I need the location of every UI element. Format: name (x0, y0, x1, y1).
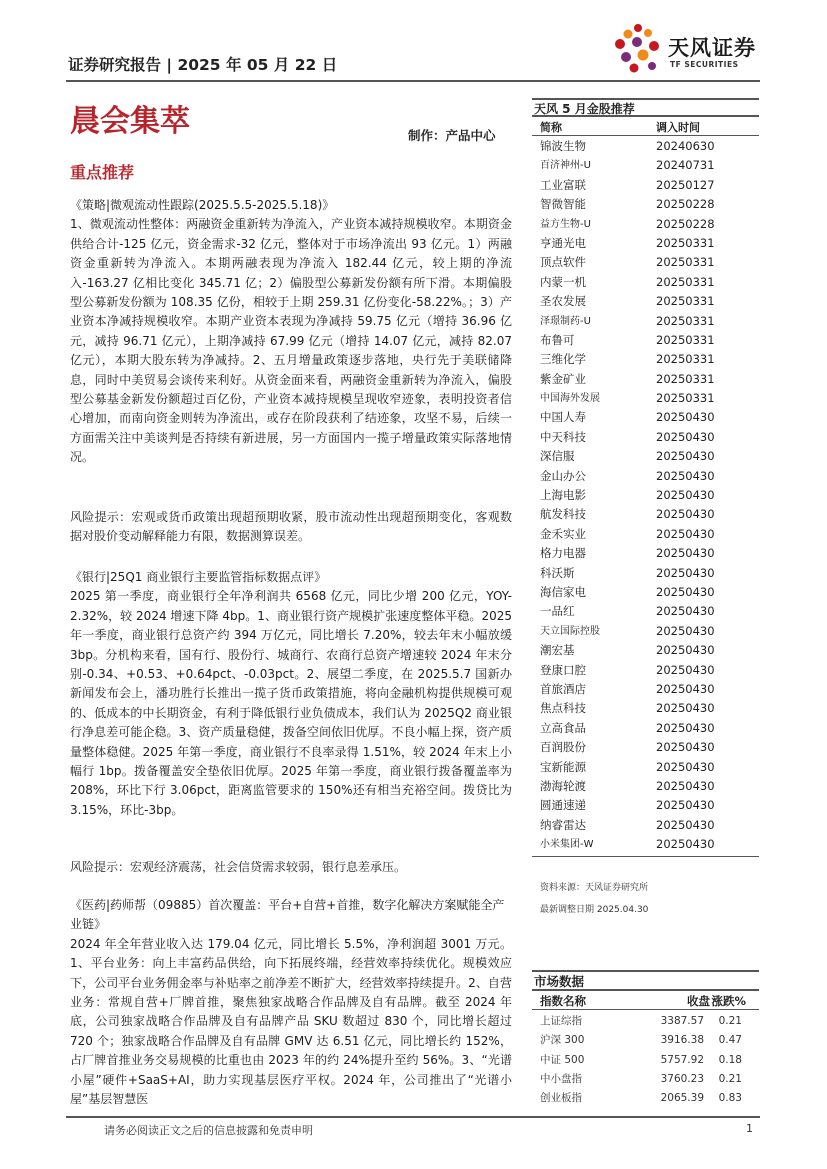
market-row (532, 1089, 759, 1108)
index-close: 2065.39 (660, 1092, 704, 1105)
stock-row (532, 428, 759, 447)
logo-name: 天风证券 (668, 36, 756, 60)
stock-row (532, 486, 759, 505)
stock-date: 20250430 (656, 740, 715, 755)
stock-name: 登康口腔 (540, 662, 586, 677)
stock-date: 20250430 (656, 429, 715, 444)
stock-date: 20250228 (656, 197, 715, 212)
stock-picks-title: 天风 5 月金股推荐 (532, 98, 759, 117)
stock-name: 一品红 (540, 604, 575, 619)
stock-row (532, 505, 759, 524)
page-number: 1 (746, 1122, 753, 1135)
stock-row (532, 195, 759, 214)
stock-row (532, 156, 759, 175)
stock-date: 20250430 (656, 798, 715, 813)
stock-row (532, 331, 759, 350)
index-change: 0.21 (718, 1015, 742, 1027)
stock-date: 20250430 (656, 778, 715, 793)
report-date-line: 证券研究报告 | 2025 年 05 月 22 日 (68, 56, 338, 74)
stock-row (532, 796, 759, 815)
index-change: 0.83 (718, 1092, 742, 1105)
col-date-header: 调入时间 (656, 121, 700, 134)
stock-name: 工业富联 (540, 177, 586, 192)
stock-picks-header (532, 119, 759, 136)
disclaimer-text: 请务必阅读正文之后的信息披露和免责申明 (104, 1124, 313, 1137)
producer-label: 制作：产品中心 (408, 128, 496, 143)
stock-date: 20250430 (656, 837, 715, 852)
stock-row (532, 641, 759, 660)
index-close: 3760.23 (660, 1072, 704, 1085)
market-data-header (532, 992, 759, 1010)
stock-date: 20250430 (656, 507, 715, 522)
stock-date: 20250430 (656, 410, 715, 425)
stock-row (532, 835, 759, 854)
stock-date: 20250430 (656, 468, 715, 483)
stock-name: 百润股份 (540, 740, 586, 755)
stock-row (532, 215, 759, 234)
stock-date: 20250430 (656, 526, 715, 541)
stock-name: 潮宏基 (540, 643, 575, 658)
stock-date: 20250331 (656, 313, 715, 328)
stock-name: 渤海轮渡 (540, 778, 586, 793)
stock-name: 顶点软件 (540, 255, 586, 270)
article-strategy (70, 196, 512, 468)
stock-table-end-rule (532, 856, 759, 857)
header-divider (66, 80, 760, 82)
stock-name: 百济神州-U (540, 160, 591, 172)
article-body: 2024 年全年营业收入达 179.04 亿元，同比增长 5.5%，净利润超 3001 万元。1、平台业务：向上丰富药品供给，向下拓展终端，经营效率持续优化。规模效应下，公司平台业务佣金率与补贴率之前净差不断扩大，经营效率持续提升。2、自营业务：常规自营+厂牌首推，聚焦独家战略合作品牌及自有品牌。截至 2024 年底，公司独家战略合作品牌及自有品牌产品 SKU 数超过 830 个，同比增长超过 720 个；独家战略合作品牌及自有品牌 GMV 达 6.51 亿元，同比增长约 152%，占厂牌首推业务交易规模的比重也由 2023 年的约 24%提升至约 56%。3、“光谱小屋”硬件+SaaS+AI，助力实现基层医疗平权。2024 年，公司推出了“光谱小屋”基层智慧医 (70, 936, 512, 1107)
market-data-table (532, 1012, 759, 1108)
stock-date: 20250430 (656, 720, 715, 735)
stock-row (532, 350, 759, 369)
stock-date: 20250430 (656, 643, 715, 658)
page-title: 晨会集萃 (70, 104, 190, 139)
stock-picks-table (532, 137, 759, 854)
market-row (532, 1031, 759, 1050)
index-close: 3387.57 (660, 1015, 704, 1027)
data-source: 资料来源：天风证券研究所 (540, 883, 649, 893)
stock-name: 纳睿雷达 (540, 817, 586, 832)
stock-row (532, 447, 759, 466)
logo-subtitle: TF SECURITIES (670, 60, 739, 69)
stock-name: 三维化学 (540, 352, 586, 367)
risk-text: 风险提示：宏观经济震荡，社会信贷需求较弱，银行息差承压。 (70, 860, 407, 874)
stock-date: 20250127 (656, 177, 715, 192)
stock-name: 金山办公 (540, 468, 586, 483)
stock-name: 立高食品 (540, 720, 586, 735)
stock-row (532, 544, 759, 563)
col-close-header: 收盘 (687, 994, 710, 1008)
stock-date: 20250430 (656, 584, 715, 599)
stock-name: 海信家电 (540, 584, 586, 599)
stock-name: 亨通光电 (540, 235, 586, 250)
stock-name: 中国海外发展 (540, 393, 600, 405)
stock-row (532, 389, 759, 408)
stock-name: 科沃斯 (540, 565, 575, 580)
index-close: 5757.92 (660, 1053, 704, 1066)
stock-date: 20250331 (656, 255, 715, 270)
index-change: 0.18 (718, 1053, 742, 1066)
index-name: 沪深 300 (540, 1034, 585, 1047)
logo-mark-icon (610, 22, 666, 77)
stock-name: 深信服 (540, 449, 575, 464)
stock-row (532, 680, 759, 699)
col-index-header: 指数名称 (540, 994, 586, 1008)
stock-name: 小米集团-W (540, 839, 594, 851)
market-row (532, 1051, 759, 1070)
stock-name: 首旅酒店 (540, 681, 586, 696)
stock-row (532, 719, 759, 738)
stock-date: 20250430 (656, 488, 715, 503)
stock-row (532, 661, 759, 680)
col-name-header: 简称 (540, 121, 562, 134)
article-title: 《银行|25Q1 商业银行主要监管指标数据点评》 (70, 570, 327, 584)
stock-row (532, 583, 759, 602)
stock-date: 20250430 (656, 662, 715, 677)
article-body: 1、微观流动性整体：两融资金重新转为净流入，产业资本减持规模收窄。本期资金供给合计-125 亿元，资金需求-32 亿元，整体对于市场净流出 93 亿元。1）两融资金重新转为净流入。本期两融表现为净流入 182.44 亿元，较上期的净流入-163.27 亿相比变化 345.71 亿；2）偏股型公募新发份额有所下滑。本期偏股型公募新发份额为 108.35 亿份，相较于上期 259.31 亿份变化-58.22%。；3）产业资本净减持规模收窄。本期产业资本表现为净减持 59.75 亿元（增持 36.96 亿元，减持 96.71 亿元），上期净减持 67.99 亿元（增持 14.07 亿元，减持 82.07 亿元），本期大股东转为净减持。2、五月增量政策逐步落地，央行先于美联储降息，同时中美贸易会谈传来利好。从资金面来看，两融资金重新转为净流入，偏股型公募基金新发份额超过百亿份，产业资本减持规模呈现收窄迹象，表明投资者信心增加，而南向资金则转为净流出，或存在阶段获利了结迹象，攻坚不易，后续一方面需关注中美谈判是否持续有新进展，另一方面国内一揽子增量政策实际落地情况。 (70, 217, 512, 465)
market-row (532, 1070, 759, 1089)
stock-date: 20240630 (656, 139, 715, 153)
risk-note-strategy (70, 508, 512, 547)
article-pharma (70, 896, 512, 1108)
stock-date: 20250331 (656, 274, 715, 289)
stock-date: 20250331 (656, 332, 715, 347)
index-close: 3916.38 (660, 1034, 704, 1047)
stock-row (532, 253, 759, 272)
stock-name: 圆通速递 (540, 798, 586, 813)
stock-row (532, 176, 759, 195)
stock-row (532, 622, 759, 641)
stock-row (532, 564, 759, 583)
stock-date: 20250430 (656, 759, 715, 774)
stock-name: 圣农发展 (540, 294, 586, 309)
stock-date: 20250331 (656, 352, 715, 367)
stock-row (532, 699, 759, 718)
stock-date: 20250430 (656, 623, 715, 638)
stock-date: 20250430 (656, 449, 715, 464)
footer-divider (66, 1116, 760, 1118)
stock-date: 20250430 (656, 701, 715, 716)
article-bank (70, 568, 512, 820)
stock-row (532, 525, 759, 544)
stock-row (532, 816, 759, 835)
stock-row (532, 292, 759, 311)
stock-name: 泽璟制药-U (540, 315, 591, 327)
update-date: 最新调整日期 2025.04.30 (540, 905, 649, 915)
stock-date: 20250430 (656, 817, 715, 832)
market-row (532, 1012, 759, 1031)
stock-name: 中国人寿 (540, 410, 586, 425)
market-data-title: 市场数据 (532, 970, 759, 991)
stock-date: 20250331 (656, 391, 715, 406)
stock-row (532, 273, 759, 292)
stock-date: 20250430 (656, 681, 715, 696)
stock-row (532, 738, 759, 757)
stock-row (532, 408, 759, 427)
index-name: 上证综指 (540, 1015, 582, 1027)
stock-name: 焦点科技 (540, 701, 586, 716)
stock-date: 20250228 (656, 216, 715, 231)
stock-name: 中天科技 (540, 429, 586, 444)
risk-note-bank (70, 858, 512, 877)
stock-name: 宝新能源 (540, 759, 586, 774)
stock-date: 20250331 (656, 371, 715, 386)
stock-name: 内蒙一机 (540, 274, 586, 289)
stock-name: 布鲁可 (540, 332, 575, 347)
stock-row (532, 137, 759, 156)
stock-date: 20250331 (656, 294, 715, 309)
stock-name: 金禾实业 (540, 526, 586, 541)
index-name: 中小盘指 (540, 1072, 582, 1085)
stock-date: 20240731 (656, 158, 715, 173)
stock-row (532, 467, 759, 486)
stock-name: 天立国际控股 (540, 625, 600, 637)
col-change-header: 涨跌% (711, 994, 746, 1008)
stock-date: 20250430 (656, 546, 715, 561)
index-name: 创业板指 (540, 1092, 582, 1105)
stock-date: 20250331 (656, 235, 715, 250)
risk-text: 风险提示：宏观或货币政策出现超预期收紧，股市流动性出现超预期变化，客观数据对股价变动解释能力有限，数据测算误差。 (70, 510, 512, 544)
section-title: 重点推荐 (70, 163, 135, 182)
stock-row (532, 234, 759, 253)
stock-date: 20250430 (656, 565, 715, 580)
stock-name: 紫金矿业 (540, 371, 586, 386)
stock-row (532, 777, 759, 796)
index-change: 0.21 (718, 1072, 742, 1085)
stock-name: 航发科技 (540, 507, 586, 522)
article-body: 2025 第一季度，商业银行全年净利润共 6568 亿元，同比少增 200 亿元，YOY-2.32%，较 2024 增速下降 4bp。1、商业银行资产规模扩张速度整体平稳。2025 年一季度，商业银行总资产约 394 万亿元，同比增长 7.20%，较去年末小幅放缓 3bp。分机构来看，国有行、股份行、城商行、农商行总资产增速较 2024 年末分别-0.34、+0.53、+0.64pct、-0.03pct。2、展望二季度，在 2025.5.7 国新办新闻发布会上，潘功胜行长推出一揽子货币政策措施，将向金融机构提供规模可观的、低成本的中长期资金，有利于降低银行业负债成本，我们认为 2025Q2 商业银行净息差可能企稳。3、资产质量稳健，拨备空间依旧优厚。不良小幅上探，资产质量整体稳健。2025 年第一季度，商业银行不良率录得 1.51%，较 2024 年末上小幅行 1bp。拨备覆盖安全垫依旧优厚。2025 年第一季度，商业银行拨备覆盖率为 208%，环比下行 3.06pct，距离监管要求的 150%还有相当充裕空间。拨贷比为 3.15%，环比-3bp。 (70, 589, 512, 817)
stock-row (532, 758, 759, 777)
index-name: 中证 500 (540, 1053, 585, 1066)
index-change: 0.47 (718, 1034, 742, 1047)
article-title: 《策略|微观流动性跟踪(2025.5.5-2025.5.18)》 (70, 198, 335, 212)
stock-name: 智微智能 (540, 197, 586, 212)
stock-date: 20250430 (656, 604, 715, 619)
stock-row (532, 370, 759, 389)
stock-name: 锦波生物 (540, 139, 586, 153)
company-logo (610, 22, 770, 77)
stock-row (532, 602, 759, 621)
stock-row (532, 312, 759, 331)
stock-name: 格力电器 (540, 546, 586, 561)
article-title: 《医药|药师帮（09885）首次覆盖：平台+自营+首推，数字化解决方案赋能全产业链》 (70, 898, 505, 932)
stock-name: 上海电影 (540, 488, 586, 503)
stock-name: 益方生物-U (540, 218, 591, 230)
